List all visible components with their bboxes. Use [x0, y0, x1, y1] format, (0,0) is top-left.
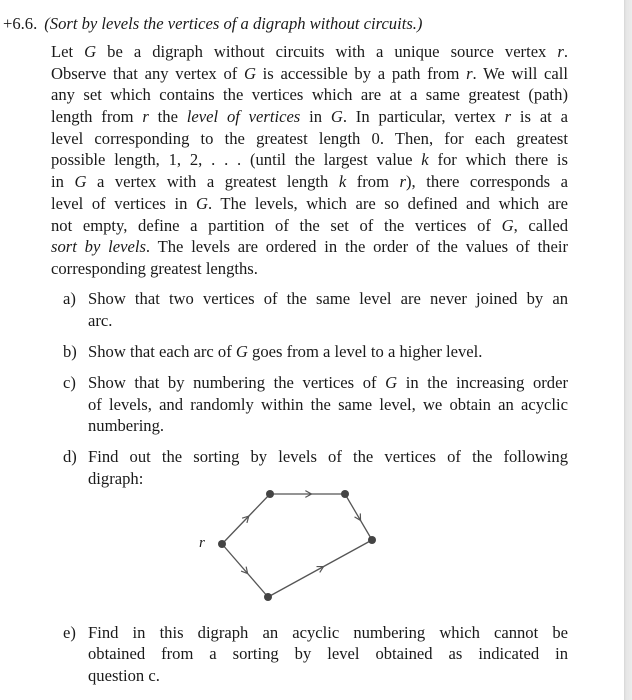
intro-line: Observe that any vertex of G is accessible by a path from r. We will call: [51, 63, 568, 83]
intro-line: not empty, define a partition of the set of the vertices of G, called: [51, 215, 568, 235]
vertex-v3: [368, 536, 376, 544]
question-item-e: [63, 622, 568, 687]
intro-line: any set which contains the vertices which are at a same greatest (path): [51, 85, 568, 105]
math-symbol: r: [466, 63, 473, 83]
math-symbol: sort by levels: [51, 237, 146, 257]
math-symbol: G: [196, 193, 208, 213]
arc-r-v1: [222, 494, 270, 544]
vertex-v1: [266, 490, 274, 498]
math-symbol: r: [557, 42, 564, 61]
intro-line: possible length, 1, 2, . . . (until the largest value k for which there is: [51, 150, 568, 170]
question-label: c): [63, 373, 76, 393]
question-line: Show that each arc of G goes from a level to a higher level.: [88, 342, 483, 362]
vertex-v4: [264, 593, 272, 601]
intro-line: sort by levels. The levels are ordered in the order of the values of their: [51, 237, 568, 257]
math-symbol: G: [74, 172, 87, 192]
intro-line: level of vertices in G. The levels, which are so defined and which are: [51, 193, 568, 213]
question-label: a): [63, 289, 76, 308]
digraph-svg: [180, 470, 400, 610]
vertex-v2: [341, 490, 349, 498]
digraph-figure: [180, 470, 400, 610]
question-line: Show that two vertices of the same level are never joined by an: [88, 289, 568, 308]
math-symbol: r: [399, 172, 407, 192]
math-symbol: G: [501, 215, 514, 235]
problem-heading: [3, 13, 422, 34]
question-line: Show that by numbering the vertices of G in the increasing order: [88, 373, 568, 393]
math-symbol: G: [385, 373, 398, 393]
intro-line: length from r the level of vertices in G. In particular, vertex r is at a: [51, 107, 568, 127]
math-symbol: k: [421, 150, 429, 170]
intro-line: corresponding greatest lengths.: [51, 258, 258, 278]
question-line: numbering.: [88, 416, 165, 436]
intro-line: in G a vertex with a greatest length k from r), there corresponds a: [51, 172, 568, 192]
math-symbol: level of vertices: [186, 107, 301, 127]
math-symbol: G: [330, 107, 343, 127]
question-item-c: [63, 372, 568, 437]
question-line: of levels, and randomly within the same level, we obtain an acyclic: [88, 394, 568, 414]
math-symbol: k: [338, 172, 347, 192]
math-symbol: r: [142, 107, 149, 127]
question-line: obtained from a sorting by level obtained as indicated in: [88, 644, 568, 664]
question-line: Find out the sorting by levels of the vertices of the following: [88, 447, 568, 467]
vertex-r: [218, 540, 226, 548]
math-symbol: r: [504, 107, 512, 127]
math-symbol: G: [243, 63, 256, 83]
question-item-b: [63, 341, 568, 363]
arc-v2-v3: [345, 494, 372, 540]
problem-intro-paragraph: [51, 41, 568, 280]
question-line: question c.: [88, 665, 160, 685]
question-item-a: [63, 288, 568, 331]
problem-number: +6.6.: [3, 14, 38, 33]
intro-line: level corresponding to the greatest length 0. Then, for each greatest: [51, 128, 568, 148]
question-line: digraph:: [88, 468, 144, 488]
question-label: e): [63, 622, 76, 642]
question-line: arc.: [88, 310, 113, 330]
source-vertex-label: r: [199, 535, 205, 551]
question-line: Find in this digraph an acyclic numbering which cannot be: [88, 622, 568, 642]
page-edge-scrollbar[interactable]: [624, 0, 632, 700]
question-label: d): [63, 447, 77, 467]
arc-r-v4: [222, 544, 268, 597]
intro-line: Let G be a digraph without circuits with a unique source vertex r.: [51, 42, 568, 61]
problem-title: (Sort by levels the vertices of a digraph without circuits.): [44, 14, 423, 33]
arc-v4-v3: [268, 540, 372, 597]
math-symbol: G: [235, 342, 248, 362]
question-label: b): [63, 342, 77, 362]
math-symbol: G: [84, 42, 97, 61]
